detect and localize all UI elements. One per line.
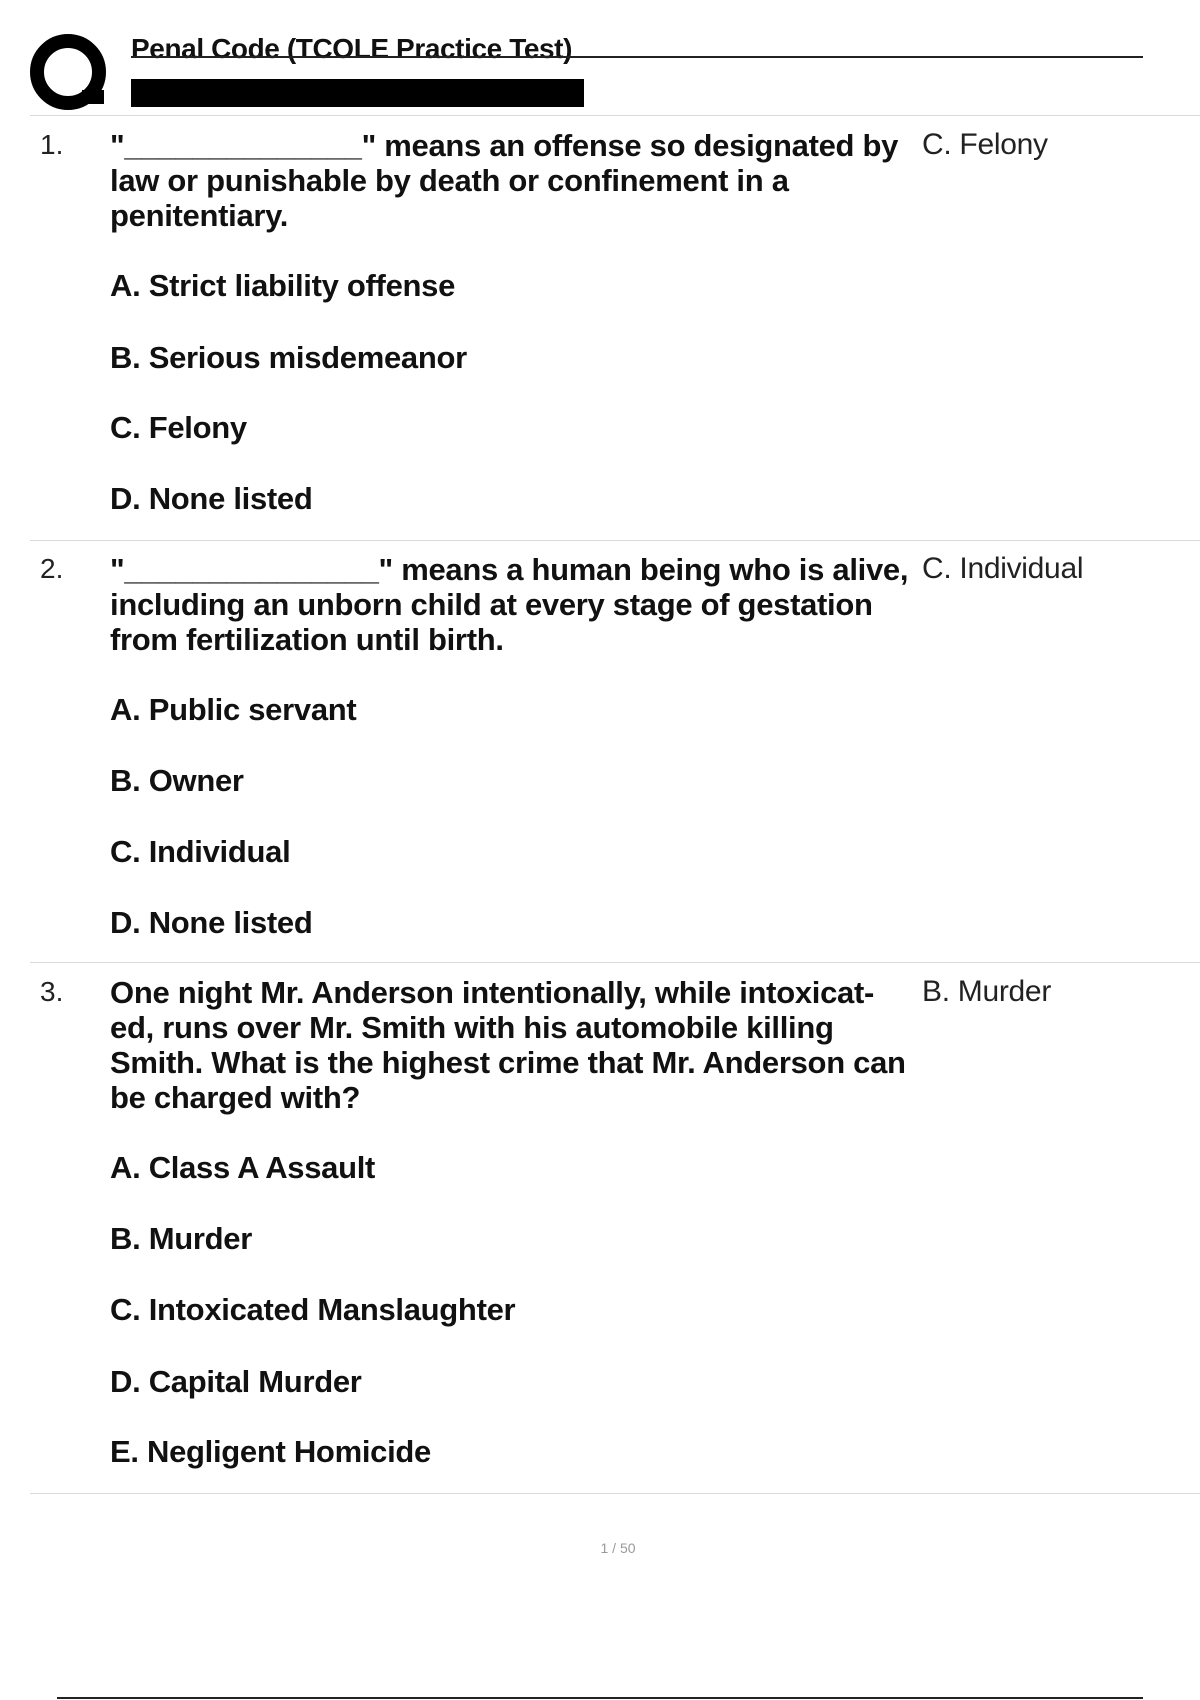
option[interactable]: C. Felony — [110, 410, 247, 445]
option[interactable]: C. Individual — [110, 834, 291, 869]
correct-answer: C. Individual — [922, 552, 1084, 585]
option[interactable]: C. Intoxicated Manslaughter — [110, 1292, 516, 1327]
header-divider — [30, 115, 1200, 116]
question-text: "______________" means an offense so designated by law or punishable by death or confinement in a penitentiary. — [110, 128, 899, 233]
correct-answer: B. Murder — [922, 975, 1052, 1008]
option[interactable]: D. Capital Murder — [110, 1364, 362, 1399]
question-text: One night Mr. Anderson intentionally, while intoxicat-ed, runs over Mr. Smith with his automobile killing Smith. What is the highest crime that Mr. Anderson can be charged with? — [110, 975, 906, 1115]
page-indicator: 1 / 50 — [600, 1540, 636, 1556]
option[interactable]: E. Negligent Homicide — [110, 1434, 431, 1469]
question-text: "_______________" means a human being who is alive, including an unborn child at every stage of gestation from fertilization until birth. — [110, 552, 909, 657]
question-divider — [30, 1493, 1200, 1494]
question-number: 1. — [40, 129, 64, 160]
footer-rule — [57, 1697, 1143, 1699]
question-divider — [30, 540, 1200, 541]
option[interactable]: A. Public servant — [110, 692, 357, 727]
page-title: Penal Code (TCOLE Practice Test) — [131, 33, 573, 64]
option[interactable]: D. None listed — [110, 481, 313, 516]
question-divider — [30, 962, 1200, 963]
q-logo-icon — [30, 32, 110, 112]
question-number: 2. — [40, 553, 64, 584]
redacted-block — [131, 79, 584, 107]
question-number: 3. — [40, 976, 64, 1007]
option[interactable]: A. Class A Assault — [110, 1150, 376, 1185]
correct-answer: C. Felony — [922, 128, 1048, 161]
title-underline — [131, 56, 1143, 58]
option[interactable]: B. Serious misdemeanor — [110, 340, 467, 375]
header — [0, 0, 1200, 116]
option[interactable]: A. Strict liability offense — [110, 268, 456, 303]
option[interactable]: B. Murder — [110, 1221, 252, 1256]
option[interactable]: B. Owner — [110, 763, 244, 798]
option[interactable]: D. None listed — [110, 905, 313, 940]
